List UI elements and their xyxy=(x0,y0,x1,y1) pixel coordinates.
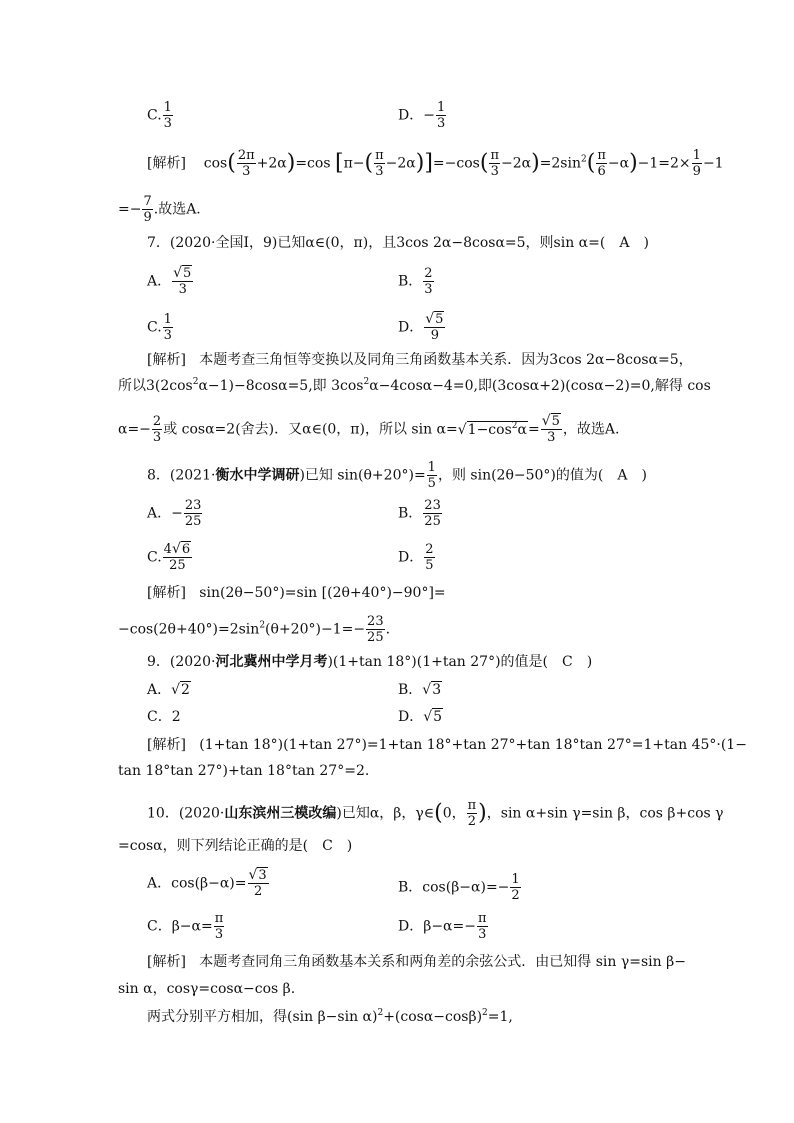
q10-option-b: B．cos(β−α)=− $\frac{1}{2}$ xyxy=(398,872,520,903)
q7-option-c: C. $\frac{1}{3}$ xyxy=(147,312,172,343)
analysis-tag: [解析] xyxy=(147,155,186,172)
q6-option-c: C. $\frac{1}{3}$ xyxy=(147,100,172,131)
q10-stem: 10．(2020·山东滨州三模改编)已知α，β，γ∈(0， $\frac{\pi}{2}$ )，sin α+sin γ=sin β，cos β+cos γ xyxy=(147,798,724,829)
q9-analysis-line1: [解析] (1+tan 18°)(1+tan 27°)=1+tan 18°+tan 27°+tan 18°tan 27°=1+tan 45°·(1− xyxy=(147,737,747,753)
q8-analysis-line1: [解析] sin(2θ−50°)=sin [(2θ+40°)−90°]= xyxy=(147,585,446,601)
analysis-tag: [解析] xyxy=(147,352,186,368)
q10-analysis-line3: 两式分别平方相加，得(sin β−sin $\alpha)^2+(\cos\alpha-\cos\beta)^2=1$, xyxy=(147,1008,513,1025)
q10-option-a: A．cos(β−α)= $\frac{√3}{2}$ xyxy=(147,867,267,899)
q9-analysis-line2: tan 18°tan 27°)+tan 18°tan 27°=2. xyxy=(118,763,370,779)
q9-option-b: B．√3 xyxy=(398,682,442,698)
q10-option-c: C．β−α= $\frac{\pi}{3}$ xyxy=(147,911,224,942)
q9-option-d: D．√5 xyxy=(398,709,443,725)
q9-option-c: C．2 xyxy=(147,709,181,725)
q7-analysis-line3: α=− $\frac{2}{3}$ 或 cosα=2(舍去)．又α∈(0，π)，所以 $\sin \alpha=√1-\cos^2\alpha=$ $\frac{√5}{3}$ ，故选A. xyxy=(118,413,620,445)
q8-option-a: A．− $\frac{23}{25}$ xyxy=(147,498,202,529)
q7-analysis-line2: 所以$3(2\cos^2\alpha-1)-8\cos\alpha=5$,即 $3\cos^2\alpha-4\cos\alpha-4=0$,即(3cosα+2)(cosα−2)=0,解得 cos xyxy=(118,377,711,394)
q10-stem-line2: =cosα，则下列结论正确的是( C ) xyxy=(118,838,353,854)
analysis-tag: [解析] xyxy=(147,585,186,601)
fraction: $\frac{1}{3}$ xyxy=(163,100,172,131)
analysis-tag: [解析] xyxy=(147,954,186,970)
q9-stem: 9．(2020·河北冀州中学月考)(1+tan 18°)(1+tan 27°)的值是( C ) xyxy=(147,654,593,670)
q6-analysis-line2: =− $\frac{7}{9}$ .故选A. xyxy=(118,194,201,225)
q8-option-b: B． $\frac{23}{25}$ xyxy=(398,498,441,529)
q10-analysis-line2: sin α，cosγ=cosα−cos β. xyxy=(118,981,296,997)
q9-option-a: A．√2 xyxy=(147,682,190,698)
q6-option-d: D．− $\frac{1}{3}$ xyxy=(398,100,446,131)
q8-option-c: C. $\frac{4√6}{25}$ xyxy=(147,541,191,573)
q6-analysis-line1: [解析] cos( $\frac{2\pi}{3}$ +2α)=cos [π−( $\frac{\pi}{3}$ −2α)]=−cos( $\frac{\pi}{3}$ $-2\alpha)=2\sin^2$( $\frac{\pi}{6}$ −α)−1=2× $\frac{1}{9}$ −1 xyxy=(147,148,724,179)
q8-analysis-line2: $-\cos(2\theta+40^\circ)=2\sin^2(\theta+20^\circ)-1=-$ $\frac{23}{25}$ . xyxy=(118,614,391,645)
q8-option-d: D． $\frac{2}{5}$ xyxy=(398,542,434,573)
q7-analysis-line1: [解析] 本题考查三角恒等变换以及同角三角函数基本关系．因为3cos 2α−8cosα=5， xyxy=(147,352,693,368)
q7-option-a: A． $\frac{√5}{3}$ xyxy=(147,265,192,297)
fraction: $\frac{1}{3}$ xyxy=(436,100,446,131)
q7-stem: 7．(2020·全国Ⅰ，9)已知α∈(0，π)，且3cos 2α−8cosα=5，则sin α=( A ) xyxy=(147,235,649,251)
analysis-tag: [解析] xyxy=(147,737,186,753)
q10-option-d: D．β−α=− $\frac{\pi}{3}$ xyxy=(398,911,487,942)
q7-option-d: D． $\frac{√5}{9}$ xyxy=(398,311,444,343)
q10-analysis-line1: [解析] 本题考查同角三角函数基本关系和两角差的余弦公式．由已知得 sin γ=sin β− xyxy=(147,954,686,970)
q8-stem: 8．(2021·衡水中学调研)已知 sin(θ+20°)= $\frac{1}{5}$ ，则 sin(2θ−50°)的值为( A ) xyxy=(147,460,647,491)
q7-option-b: B． $\frac{2}{3}$ xyxy=(398,266,433,297)
